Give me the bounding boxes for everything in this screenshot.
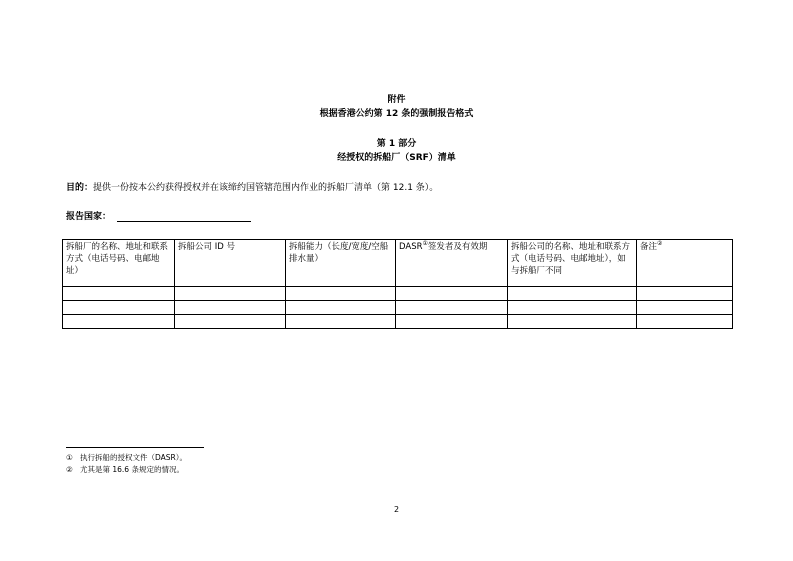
- section-title: 经授权的拆船厂（SRF）清单: [337, 153, 456, 163]
- table-header-row: [63, 240, 733, 287]
- document-title: 根据香港公约第 12 条的强制报告格式: [319, 109, 474, 119]
- table-cell[interactable]: [286, 287, 396, 301]
- table-cell[interactable]: [63, 287, 175, 301]
- srf-table: [62, 239, 733, 329]
- footnote-text: 执行拆船的授权文件（DASR）。: [80, 453, 187, 462]
- footnote-mark: ②: [66, 465, 73, 474]
- table-cell[interactable]: [396, 287, 508, 301]
- footnote-divider: [66, 447, 204, 448]
- table-cell[interactable]: [63, 301, 175, 315]
- table-cell[interactable]: [508, 287, 637, 301]
- footnote-text: 尤其是第 16.6 条规定的情况。: [80, 465, 184, 474]
- reporting-country-label: 报告国家：: [66, 212, 112, 222]
- page-number: 2: [393, 505, 400, 514]
- table-cell[interactable]: [175, 315, 286, 329]
- table-row: [63, 301, 733, 315]
- table-cell[interactable]: [286, 315, 396, 329]
- purpose-label: 目的：: [66, 183, 94, 193]
- footnote: [66, 465, 184, 475]
- table-cell[interactable]: [508, 301, 637, 315]
- table-cell[interactable]: [637, 287, 733, 301]
- table-cell[interactable]: [637, 301, 733, 315]
- table-cell[interactable]: [63, 315, 175, 329]
- col-header-srf-name: 拆船厂的名称、地址和联系方式（电话号码、电邮地址）: [63, 240, 175, 287]
- col-header-company-name: 拆船公司的名称、地址和联系方式（电话号码、电邮地址），如与拆船厂不同: [508, 240, 637, 287]
- table-cell[interactable]: [637, 315, 733, 329]
- table-cell[interactable]: [175, 287, 286, 301]
- table-cell[interactable]: [508, 315, 637, 329]
- footnote-ref-1: ①: [422, 240, 428, 248]
- footnote: [66, 453, 187, 463]
- part-title: 第 1 部分: [376, 139, 417, 149]
- annex-title: 附件: [387, 95, 406, 105]
- footnote-mark: ①: [66, 453, 73, 462]
- purpose-text: 提供一份按本公约获得授权并在该缔约国管辖范围内作业的拆船厂清单（第 12.1 条）。: [93, 183, 439, 193]
- table-cell[interactable]: [175, 301, 286, 315]
- col-header-remarks: 备注②: [637, 240, 733, 287]
- col-header-dasr: DASR①签发者及有效期: [396, 240, 508, 287]
- table-row: [63, 315, 733, 329]
- col-header-company-id: 拆船公司 ID 号: [175, 240, 286, 287]
- table-cell[interactable]: [396, 301, 508, 315]
- table-cell[interactable]: [286, 301, 396, 315]
- col-header-capacity: 拆船能力（长度/宽度/空船排水量）: [286, 240, 396, 287]
- footnote-ref-2: ②: [657, 240, 663, 248]
- table-cell[interactable]: [396, 315, 508, 329]
- purpose-paragraph: [66, 182, 438, 194]
- reporting-country-field[interactable]: [117, 221, 251, 222]
- table-row: [63, 287, 733, 301]
